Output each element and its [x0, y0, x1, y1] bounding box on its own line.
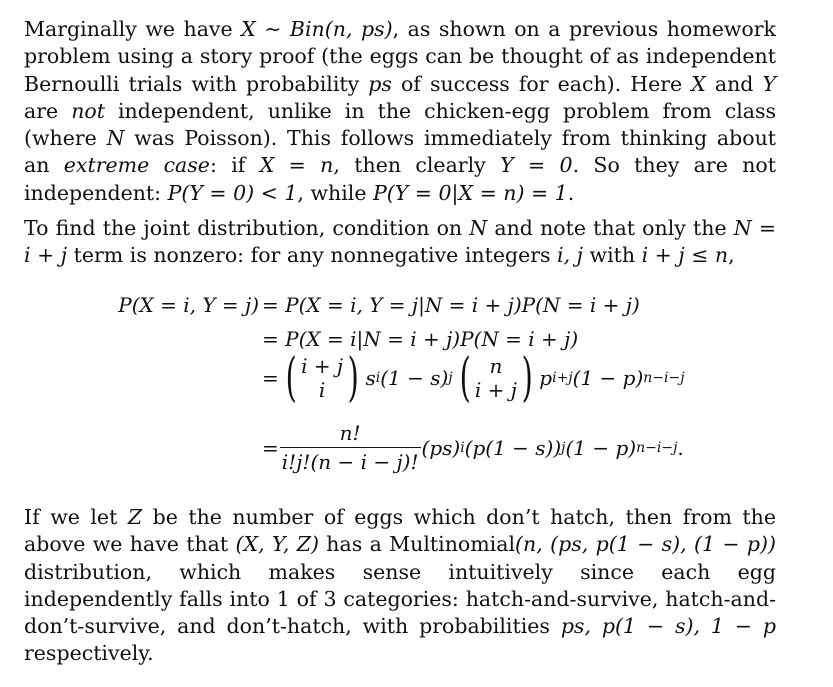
math-inline: X ∼ Bin(n, ps)	[241, 17, 393, 41]
binomial-bottom: i	[318, 378, 326, 402]
emphasis-extreme-case: extreme case	[63, 153, 210, 178]
equation-lhs: P(X = i, Y = j)	[118, 293, 259, 317]
text-run: and	[705, 71, 763, 96]
fraction-numerator: n!	[280, 421, 421, 448]
right-paren: )	[347, 348, 359, 408]
binomial-bottom: i + j	[474, 378, 517, 402]
binomial-top: n	[489, 354, 503, 378]
period: .	[677, 435, 684, 460]
text-run: independent, unlike in the chicken-egg problem from class (where	[24, 98, 777, 151]
math-inline: N	[106, 126, 125, 151]
text-run: be the number of eggs which don’t hatch, then from the above we have that	[24, 505, 777, 557]
text-run: term is nonzero: for any nonnegative integers	[67, 243, 558, 268]
text-run: If we let	[24, 505, 128, 529]
equals-sign: =	[262, 366, 279, 390]
emphasis-not: not	[71, 98, 105, 123]
text-run: , as shown on a previous homework problem using a story proof (the eggs can be thought of as independent Bernoulli trials with probability	[24, 17, 776, 96]
text-run: with	[583, 243, 642, 268]
math-inline: N = i + j	[24, 216, 777, 268]
paragraph-joint-distribution	[24, 215, 776, 270]
equation-line-1: = P(X = i, Y = j|N = i + j)P(N = i + j)	[262, 293, 640, 317]
fraction-denominator: i!j!(n − i − j)!	[281, 450, 419, 474]
math-inline: Y	[762, 71, 776, 96]
paragraph-marginal-distribution	[24, 16, 776, 207]
math-inline: i, j	[557, 243, 583, 268]
text-run: ,	[728, 243, 735, 268]
fraction	[280, 421, 421, 474]
equals-sign: =	[262, 435, 279, 460]
math-inline: Z	[127, 505, 143, 529]
math-inline: (n, (ps, p(1 − s), (1 − p))	[515, 532, 776, 557]
math-inline: X	[691, 71, 706, 96]
text-run: was Poisson). This follows immediately from thinking about an	[24, 126, 777, 178]
binomial-stack	[475, 354, 517, 402]
math-inline: N	[469, 216, 488, 240]
text-run: . So they are not independent:	[24, 153, 776, 205]
equation-line-2: = P(X = i|N = i + j)P(N = i + j)	[262, 327, 579, 351]
math-term: p	[539, 366, 553, 390]
text-run: , then clearly	[333, 153, 501, 178]
text-run: respectively.	[24, 641, 154, 666]
math-inline: P(Y = 0|X = n) = 1	[372, 180, 568, 205]
math-inline: X = n	[259, 153, 334, 178]
math-inline: ps	[368, 71, 392, 96]
text-run: : if	[209, 153, 260, 178]
math-term: (ps)	[421, 435, 461, 460]
math-inline: ps, p(1 − s), 1 − p	[560, 614, 776, 639]
left-paren: (	[285, 348, 297, 408]
text-run: distribution, which makes sense intuitively since each egg independently falls into 1 of 3 categories: hatch-and-survive, hatch-and-don’t-survive, and don’t-hatch, with probabilities	[24, 559, 776, 639]
math-term: (p(1 − s))	[464, 435, 562, 460]
math-term: (1 − p)	[572, 366, 644, 390]
text-run: To find the joint distribution, condition on	[24, 216, 470, 240]
text-run: has a Multinomial	[318, 532, 516, 557]
math-term: s	[365, 366, 376, 390]
math-term: (1 − p)	[565, 435, 637, 460]
left-paren: (	[459, 348, 471, 408]
math-term: (1 − s)	[380, 366, 449, 390]
binomial-coefficient	[455, 348, 538, 408]
text-run: and note that only the	[487, 216, 734, 240]
text-run: are	[24, 98, 72, 123]
right-paren: )	[521, 348, 533, 408]
paragraph-multinomial	[24, 504, 776, 668]
math-inline: Y = 0	[500, 153, 573, 178]
binomial-stack	[301, 354, 343, 402]
text-run: Marginally we have	[24, 17, 242, 41]
binomial-coefficient	[281, 348, 364, 408]
equation-line-3: = ( i + j i ) s i (1 − s) j ( n i + j ) p i+j (1 − p) n−i−j	[262, 348, 685, 408]
math-inline: (X, Y, Z)	[235, 532, 319, 557]
equation-line-4: = $\frac{n!}{i!j!(n - i - j)!}$ (ps) i (p(1 − s)) j (1 − p) n−i−j .	[262, 421, 684, 474]
text-run: , while	[297, 180, 373, 205]
math-inline: P(Y = 0) < 1	[167, 180, 298, 205]
binomial-top: i + j	[301, 354, 344, 378]
text-run: .	[567, 180, 575, 205]
text-run: of success for each). Here	[391, 71, 692, 96]
math-inline: i + j ≤ n	[641, 243, 729, 268]
